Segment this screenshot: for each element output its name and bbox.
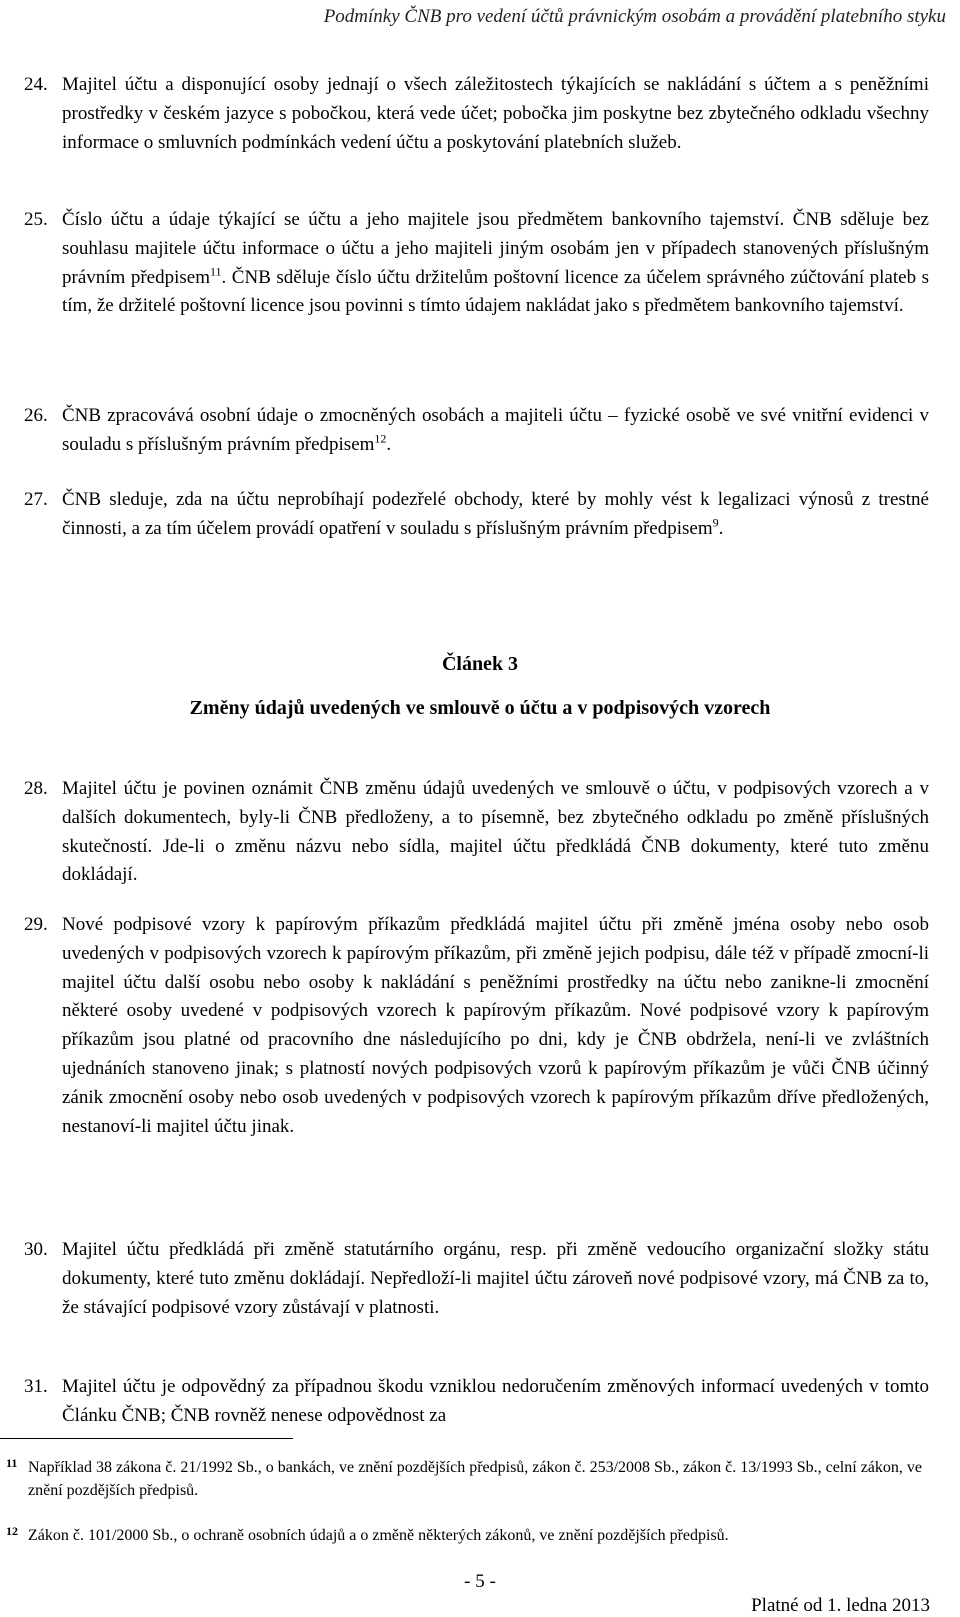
paragraph-text: ČNB sleduje, zda na účtu neprobíhají podezřelé obchody, které by mohly vést k legalizaci výnosů z trestné činnosti, a za tím účelem provádí opatření v souladu s příslušným právním předpisem$^9$. — [62, 489, 929, 539]
article-heading: Článek 3 — [441, 653, 519, 675]
paragraph-number: 26. — [24, 405, 48, 426]
paragraph-text: ČNB zpracovává osobní údaje o zmocněných osobách a majiteli účtu – fyzické osobě ve své vnitřní evidenci v souladu s příslušným právním předpisem$^{12}$. — [62, 405, 929, 455]
paragraph-text: Číslo účtu a údaje týkající se účtu a jeho majitele jsou předmětem bankovního tajemství. ČNB sděluje bez souhlasu majitele účtu informace o účtu a jeho majiteli jiným osobám jen v případech stanovených příslušným právním předpisem$^{11}$. ČNB sděluje číslo účtu držitelům poštovní licence za účelem správného zúčtování plateb s tím, že držitelé poštovní licence jsou povinni s tímto údajem nakládat jako s předmětem bankovního tajemství. — [62, 209, 929, 317]
paragraph-text: Majitel účtu a disponující osoby jednají o všech záležitostech týkajících se nakládání s účtem a s peněžními prostředky v českém jazyce s pobočkou, která vede účet; pobočka jim poskytne bez zbytečného odkladu všechny informace o smluvních podmínkách vedení účtu a poskytování platebních služeb. — [62, 74, 929, 153]
paragraph-26 — [24, 402, 929, 460]
paragraph-number: 29. — [24, 914, 48, 935]
footnote-ref: 11 — [209, 264, 222, 279]
footnote-number: 11 — [6, 1456, 18, 1470]
valid-from: Platné od 1. ledna 2013 — [751, 1595, 930, 1616]
paragraph-29 — [24, 911, 929, 1141]
footnote-12 — [0, 1524, 935, 1547]
paragraph-text: Majitel účtu je odpovědný za případnou škodu vzniklou nedoručením změnových informací uvedených v tomto Článku ČNB; ČNB rovněž nenese odpovědnost za — [62, 1376, 929, 1426]
paragraph-31 — [24, 1373, 929, 1431]
paragraph-number: 27. — [24, 489, 48, 510]
page-number: - 5 - — [464, 1571, 496, 1592]
paragraph-24 — [24, 71, 929, 157]
paragraph-25 — [24, 206, 929, 321]
paragraph-text: Majitel účtu předkládá při změně statutárního orgánu, resp. při změně vedoucího organizační složky státu dokumenty, které tuto změnu dokládají. Nepředloží-li majitel účtu zároveň nové podpisové vzory, má ČNB za to, že stávající podpisové vzory zůstávají v platnosti. — [62, 1239, 929, 1318]
footnote-separator — [0, 1438, 293, 1439]
paragraph-text: Nové podpisové vzory k papírovým příkazům předkládá majitel účtu při změně jména osoby nebo osob uvedených v podpisových vzorech k papírovým příkazům, při změně jejich podpisu, dále též v případě zmocní-li majitel účtu další osobu nebo osoby k nakládání s peněžními prostředky na účtu nebo zanikne-li zmocnění některé osoby uvedené v podpisových vzorech k papírovým příkazům. Nové podpisové vzory k papírovým příkazům jsou platné od pracovního dne následujícího po dni, kdy je ČNB obdržela, není-li ve zvláštních ujednáních stanoveno jinak; s platností nových podpisových vzorů k papírovým příkazům je vůči ČNB účinný zánik zmocnění osoby nebo osob uvedených v podpisových vzorech k papírovým příkazům dříve předložených, nestanoví-li majitel účtu jinak. — [62, 914, 929, 1137]
article-subheading: Změny údajů uvedených ve smlouvě o účtu a v podpisových vzorech — [189, 697, 771, 719]
footnote-text: Například 38 zákona č. 21/1992 Sb., o bankách, ve znění pozdějších předpisů, zákon č. 253/2008 Sb., zákon č. 13/1993 Sb., celní zákon, ve znění pozdějších předpisů. — [28, 1459, 922, 1499]
footnote-ref: 12 — [374, 431, 387, 446]
paragraph-number: 30. — [24, 1239, 48, 1260]
footnote-text: Zákon č. 101/2000 Sb., o ochraně osobních údajů a o změně některých zákonů, ve znění pozdějších předpisů. — [28, 1527, 729, 1544]
paragraph-number: 28. — [24, 778, 48, 799]
paragraph-number: 24. — [24, 74, 48, 95]
footnote-number: 12 — [6, 1524, 18, 1538]
paragraph-text: Majitel účtu je povinen oznámit ČNB změnu údajů uvedených ve smlouvě o účtu, v podpisových vzorech a v dalších dokumentech, byly-li ČNB předloženy, a to písemně, bez zbytečného odkladu po změně příslušných skutečností. Jde-li o změnu názvu nebo sídla, majitel účtu předkládá ČNB dokumenty, které tuto změnu dokládají. — [62, 778, 929, 886]
running-header: Podmínky ČNB pro vedení účtů právnickým osobám a provádění platebního styku — [323, 6, 946, 27]
footnote-11 — [0, 1456, 935, 1502]
paragraph-number: 25. — [24, 209, 48, 230]
paragraph-27 — [24, 486, 929, 544]
paragraph-30 — [24, 1236, 929, 1322]
paragraph-28 — [24, 775, 929, 890]
paragraph-number: 31. — [24, 1376, 48, 1397]
footnote-ref: 9 — [712, 515, 719, 530]
